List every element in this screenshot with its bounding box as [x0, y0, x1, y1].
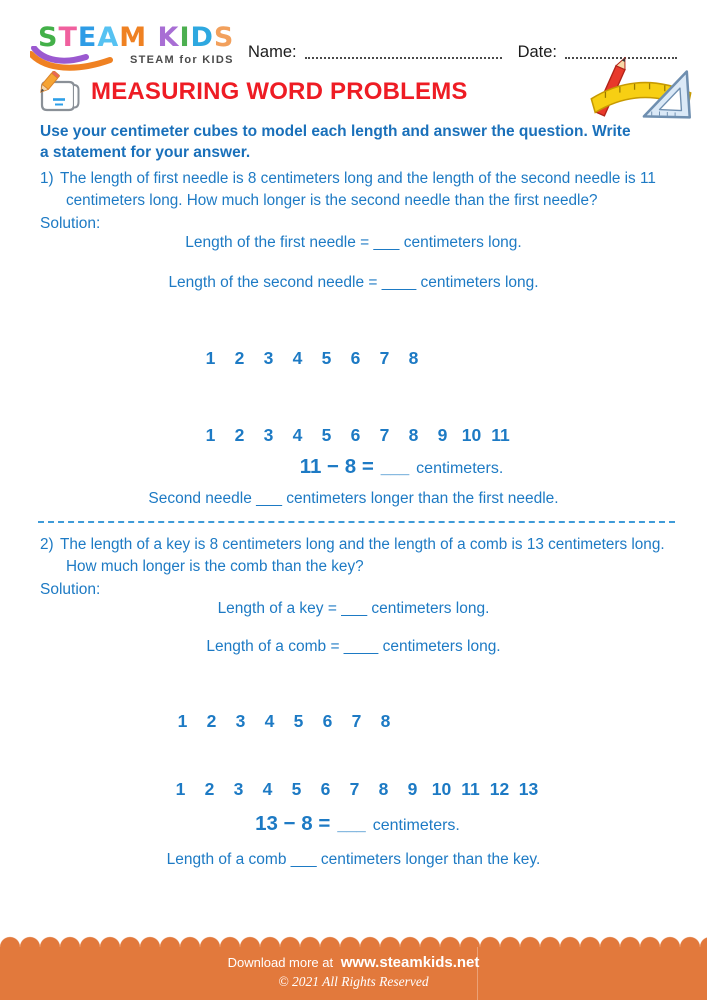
equation-expression: 11 − 8 =	[299, 455, 374, 478]
logo-letter: S	[213, 22, 235, 53]
problem-1-solution-line-1: Length of the first needle = ___ centimeters long.	[185, 234, 522, 251]
cube-number: 12	[489, 779, 510, 799]
cube-number: 7	[351, 711, 362, 731]
cube-number: 5	[321, 425, 332, 445]
cube-number: 3	[263, 348, 274, 368]
logo-letter: I	[179, 22, 191, 53]
footer-download-text: Download more at	[227, 955, 334, 970]
steam-kids-logo	[38, 24, 248, 66]
equation-unit: centimeters.	[372, 817, 460, 834]
problem-1-cube-row-2	[196, 425, 707, 446]
cube-number: 4	[262, 779, 273, 799]
page-title: MEASURING WORD PROBLEMS	[91, 78, 468, 105]
logo-letter	[147, 22, 157, 53]
footer	[0, 935, 707, 1000]
name-label: Name:	[248, 43, 297, 61]
cube-number: 6	[322, 711, 333, 731]
problem-2-body: The length of a key is 8 centimeters long and the length of a comb is 13 centimeters long. How much longer is the comb than the key?	[60, 536, 665, 575]
problem-2-cube-row-2	[166, 779, 707, 800]
equation-expression: 13 − 8 =	[255, 812, 331, 835]
footer-band	[0, 947, 707, 1000]
problem-1-solution-label: Solution:	[40, 215, 101, 232]
logo-tagline: STEAM for KIDS	[130, 54, 234, 66]
footer-copyright: © 2021 All Rights Reserved	[278, 974, 429, 989]
problem-2-solution-line-1: Length of a key = ___ centimeters long.	[217, 600, 490, 617]
logo-letter: M	[119, 22, 148, 53]
problem-1-body: The length of first needle is 8 centimeters long and the length of the second needle is 11 centimeters long. How much longer is the second needle than the first needle?	[60, 170, 656, 209]
cube-number: 6	[350, 425, 361, 445]
problem-2-statement: Length of a comb ___ centimeters longer than the key.	[166, 851, 541, 868]
equation-answer-blank: ___	[337, 815, 366, 834]
logo-letter: A	[97, 22, 120, 53]
footer-download-line	[0, 954, 707, 971]
cube-number: 10	[431, 779, 452, 799]
cube-number: 5	[321, 348, 332, 368]
logo-letter: K	[157, 22, 180, 53]
cube-number: 2	[206, 711, 217, 731]
cube-number: 9	[437, 425, 448, 445]
section-divider	[38, 521, 675, 523]
cube-number: 1	[177, 711, 188, 731]
cube-number: 4	[292, 425, 303, 445]
problem-2-cube-row-1	[168, 711, 707, 732]
cube-number: 9	[407, 779, 418, 799]
cube-number: 13	[518, 779, 539, 799]
cube-number: 1	[205, 425, 216, 445]
problem-2-solution-line-2: Length of a comb = ____ centimeters long.	[206, 638, 501, 655]
problem-1-number: 1)	[40, 170, 54, 187]
cube-number: 11	[491, 425, 510, 445]
cube-number: 11	[461, 779, 480, 799]
cube-number: 8	[378, 779, 389, 799]
cube-number: 1	[205, 348, 216, 368]
cube-number: 6	[350, 348, 361, 368]
footer-divider-line	[477, 947, 478, 1000]
cube-number: 7	[349, 779, 360, 799]
equation-unit: centimeters.	[416, 460, 504, 477]
cube-number: 1	[175, 779, 186, 799]
cube-number: 5	[293, 711, 304, 731]
instructions-line-2: a statement for your answer.	[40, 144, 251, 161]
cube-number: 3	[263, 425, 274, 445]
cube-number: 6	[320, 779, 331, 799]
cube-number: 5	[291, 779, 302, 799]
logo-letter: T	[58, 22, 78, 53]
equation-answer-blank: ___	[380, 458, 410, 477]
swoosh-icon	[30, 46, 126, 72]
cube-number: 10	[461, 425, 482, 445]
cube-number: 3	[235, 711, 246, 731]
name-blank-line	[305, 45, 502, 59]
cube-number: 8	[408, 348, 419, 368]
cube-number: 8	[408, 425, 419, 445]
cube-number: 4	[264, 711, 275, 731]
logo-letter: S	[38, 22, 59, 53]
cube-number: 7	[379, 348, 390, 368]
problem-1-statement: Second needle ___ centimeters longer than the first needle.	[148, 490, 559, 507]
problem-1-cube-row-1	[196, 348, 707, 369]
logo-letter: D	[190, 22, 214, 53]
cube-number: 2	[234, 348, 245, 368]
problem-2-text	[40, 534, 665, 577]
cube-number: 2	[204, 779, 215, 799]
cube-number: 8	[380, 711, 391, 731]
problem-2-number: 2)	[40, 536, 54, 553]
cube-number: 4	[292, 348, 303, 368]
cube-number: 7	[379, 425, 390, 445]
cube-number: 2	[234, 425, 245, 445]
footer-url[interactable]: www.steamkids.net	[340, 954, 480, 971]
problem-2-solution-label: Solution:	[40, 581, 101, 598]
paper-pencil-icon	[38, 71, 82, 113]
logo-letter: E	[77, 22, 98, 53]
instructions-line-1: Use your centimeter cubes to model each length and answer the question. Write	[40, 123, 631, 140]
problem-1-equation	[48, 455, 707, 479]
date-label: Date:	[517, 43, 557, 61]
problem-2-equation	[4, 812, 707, 836]
problem-1-solution-line-2: Length of the second needle = ____ centimeters long.	[168, 274, 539, 291]
ruler-pencil-set-square-icon	[587, 54, 695, 130]
cube-number: 3	[233, 779, 244, 799]
problem-1-text	[40, 168, 665, 211]
footer-scallop-edge	[0, 936, 707, 947]
